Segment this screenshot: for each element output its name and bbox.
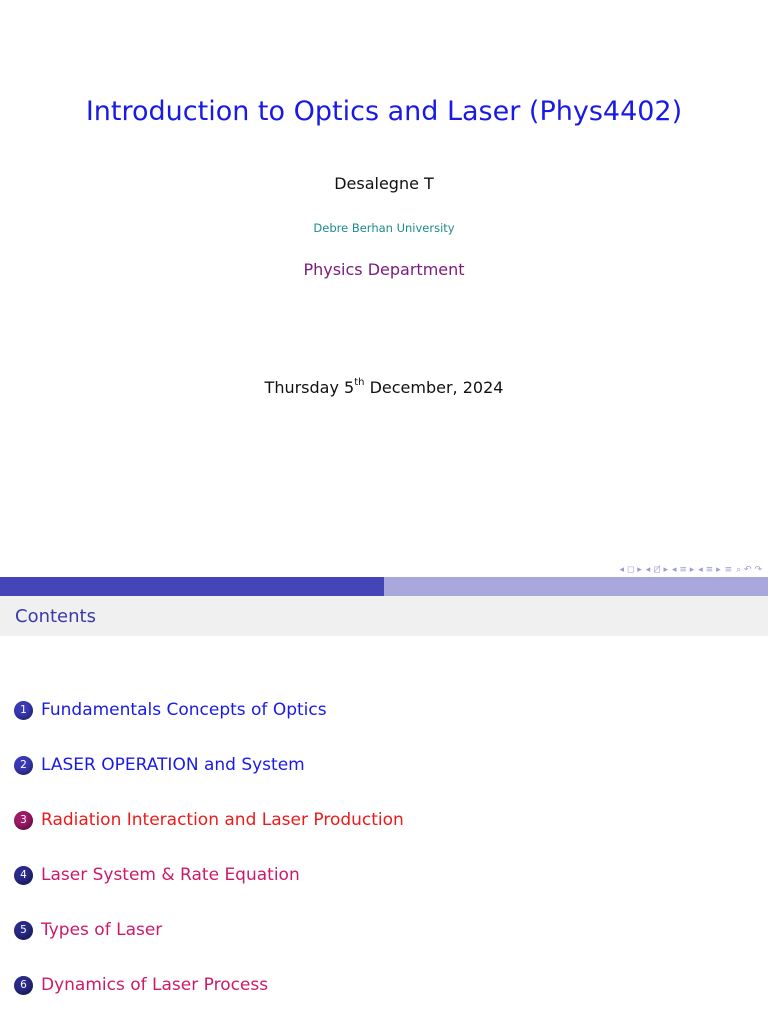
frame-title: Contents [15,606,96,627]
toc-item[interactable] [14,810,404,830]
toc-item-label: LASER OPERATION and System [41,755,305,775]
beamer-navigation-bar [620,564,762,576]
nav-section-icon[interactable]: ◂ ≡ ▸ [671,565,695,575]
toc-number-bullet: 2 [14,756,33,775]
author-name: Desalegne T [334,174,434,193]
date-suffix: December, 2024 [364,378,504,397]
toc-item[interactable] [14,865,300,885]
toc-number-bullet: 1 [14,701,33,720]
toc-item[interactable] [14,700,327,720]
toc-item[interactable] [14,920,162,940]
institute-name: Debre Berhan University [313,221,455,235]
toc-item[interactable] [14,755,305,775]
toc-number-bullet: 3 [14,811,33,830]
toc-item-label: Dynamics of Laser Process [41,975,269,995]
progress-bar-right [384,577,768,596]
nav-search-back-forward-icon[interactable]: ⌕ ↶ ↷ [736,565,762,575]
department-name: Physics Department [303,260,465,279]
nav-document-icon[interactable]: ◂ ≡ ▸ [698,565,721,575]
presentation-title: Introduction to Optics and Laser (Phys4402) [85,96,683,127]
nav-outline-icon[interactable]: ≡ [724,565,733,575]
section-progress-bar [0,577,768,596]
nav-frame-icon[interactable]: ◂ ◻ ▸ [619,565,642,575]
toc-number-bullet: 6 [14,976,33,995]
toc-item-label: Laser System & Rate Equation [41,865,300,885]
toc-item-label: Radiation Interaction and Laser Production [41,810,404,830]
progress-bar-left [0,577,384,596]
nav-subsection-icon[interactable]: ◂ ◻̸ ▸ [645,565,668,575]
toc-item-label: Types of Laser [41,920,163,940]
presentation-date [0,378,768,397]
toc-number-bullet: 5 [14,921,33,940]
date-ordinal-suffix: th [354,376,365,388]
toc-item[interactable] [14,975,268,995]
toc-number-bullet: 4 [14,866,33,885]
frame-header [0,596,768,636]
date-prefix: Thursday 5 [264,378,355,397]
toc-item-label: Fundamentals Concepts of Optics [41,700,327,720]
